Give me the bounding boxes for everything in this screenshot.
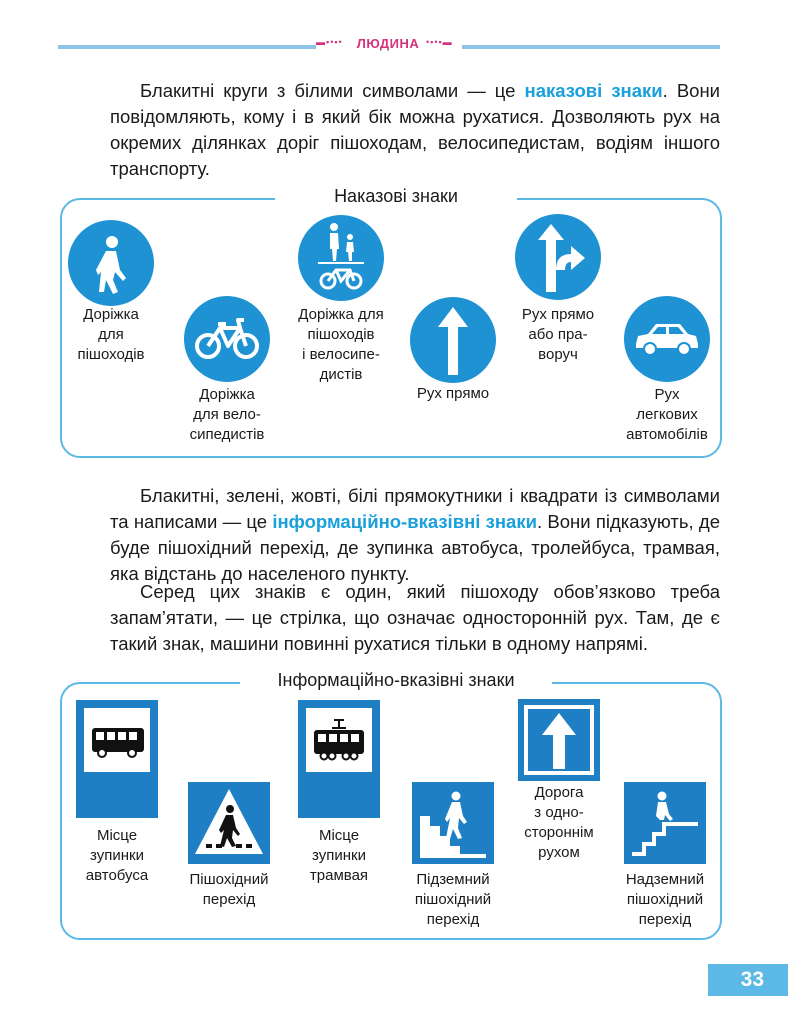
bus-stop-sign: [76, 700, 158, 818]
mandatory-box-title: Наказові знаки: [275, 186, 517, 207]
pedestrian-icon: [68, 220, 154, 306]
term-info-signs: інформаційно-вказівні знаки: [272, 511, 537, 532]
straight-only-sign: [410, 297, 496, 383]
page-number: 33: [740, 968, 764, 991]
overhead-crossing-icon: [624, 782, 706, 864]
header-ornament-right: •▪•▪▬: [426, 37, 453, 47]
tram-stop-sign: [298, 700, 380, 818]
arrow-up-icon: [410, 297, 496, 383]
bus-icon: [84, 708, 150, 772]
one-way-road-sign: [518, 699, 600, 781]
bicycle-icon: [184, 296, 270, 382]
term-mandatory-signs: наказові знаки: [524, 80, 663, 101]
arrow-straight-right-icon: [515, 214, 601, 300]
crosswalk-sign: [188, 782, 270, 864]
tram-icon: [306, 708, 372, 772]
header-rule-left: [58, 45, 316, 49]
paragraph-info-intro: Блакитні, зелені, жовті, білі прямокутники і квадрати із символами та написами — це інформаційно-вказівні знаки. Вони підказують, де буде пішохідний перехід, де зупинка автобуса, тролейбуса, трамвая, яка відстань до населеного пункту.: [110, 485, 720, 584]
caption-pedestrian-path: Доріжка для пішоходів: [77, 306, 145, 363]
pedestrian-bicycle-icon: [298, 215, 384, 301]
caption-overhead-crossing: Надземний пішохідний перехід: [625, 871, 705, 928]
header-rule-right: [462, 45, 720, 49]
header-ornament-left: ▬▪•▪•: [316, 37, 343, 47]
caption-bus-stop: Місце зупинки автобуса: [85, 827, 149, 884]
info-box-title: Інформаційно-вказівні знаки: [240, 670, 552, 691]
one-way-icon: [518, 699, 600, 781]
underground-crossing-icon: [412, 782, 494, 864]
passenger-car-sign: [624, 296, 710, 382]
caption-straight: Рух прямо: [416, 385, 490, 402]
caption-one-way-road: Дорога з одно- стороннім рухом: [524, 784, 594, 861]
straight-or-right-sign: [515, 214, 601, 300]
bicycle-sign: [184, 296, 270, 382]
caption-tram-stop: Місце зупинки трамвая: [309, 827, 369, 884]
crosswalk-icon: [188, 782, 270, 864]
pedestrian-bicycle-sign: [298, 215, 384, 301]
paragraph-one-way: Серед цих знаків є один, який пішоходу обов’язково треба запам’ятати, — це стрілка, що означає односторонній рух. Там, де є такий знак, машини повинні рухатися тільки в одному напрямі.: [110, 581, 720, 654]
car-icon: [624, 296, 710, 382]
underground-crossing-sign: [412, 782, 494, 864]
page-number-tab: [708, 964, 788, 996]
pedestrian-sign: [68, 220, 154, 306]
caption-straight-or-right: Рух прямо або пра- воруч: [521, 306, 595, 363]
overhead-crossing-sign: [624, 782, 706, 864]
caption-underground-crossing: Підземний пішохідний перехід: [414, 871, 492, 928]
section-title: ЛЮДИНА: [356, 36, 420, 51]
caption-crosswalk: Пішохідний перехід: [189, 871, 269, 908]
caption-passenger-cars: Рух легкових автомобілів: [626, 386, 708, 443]
caption-shared-path: Доріжка для пішоходів і велосипе- дистів: [298, 306, 384, 383]
paragraph-mandatory-intro: Блакитні круги з білими символами — це наказові знаки. Вони повідомляють, кому і в який бік можна рухатися. Дозволяють рух на окремих ділянках доріг пішоходам, велосипедистам, водіям іншого транспорту.: [110, 80, 720, 179]
caption-bicycle-path: Доріжка для вело- сипедистів: [189, 386, 265, 443]
